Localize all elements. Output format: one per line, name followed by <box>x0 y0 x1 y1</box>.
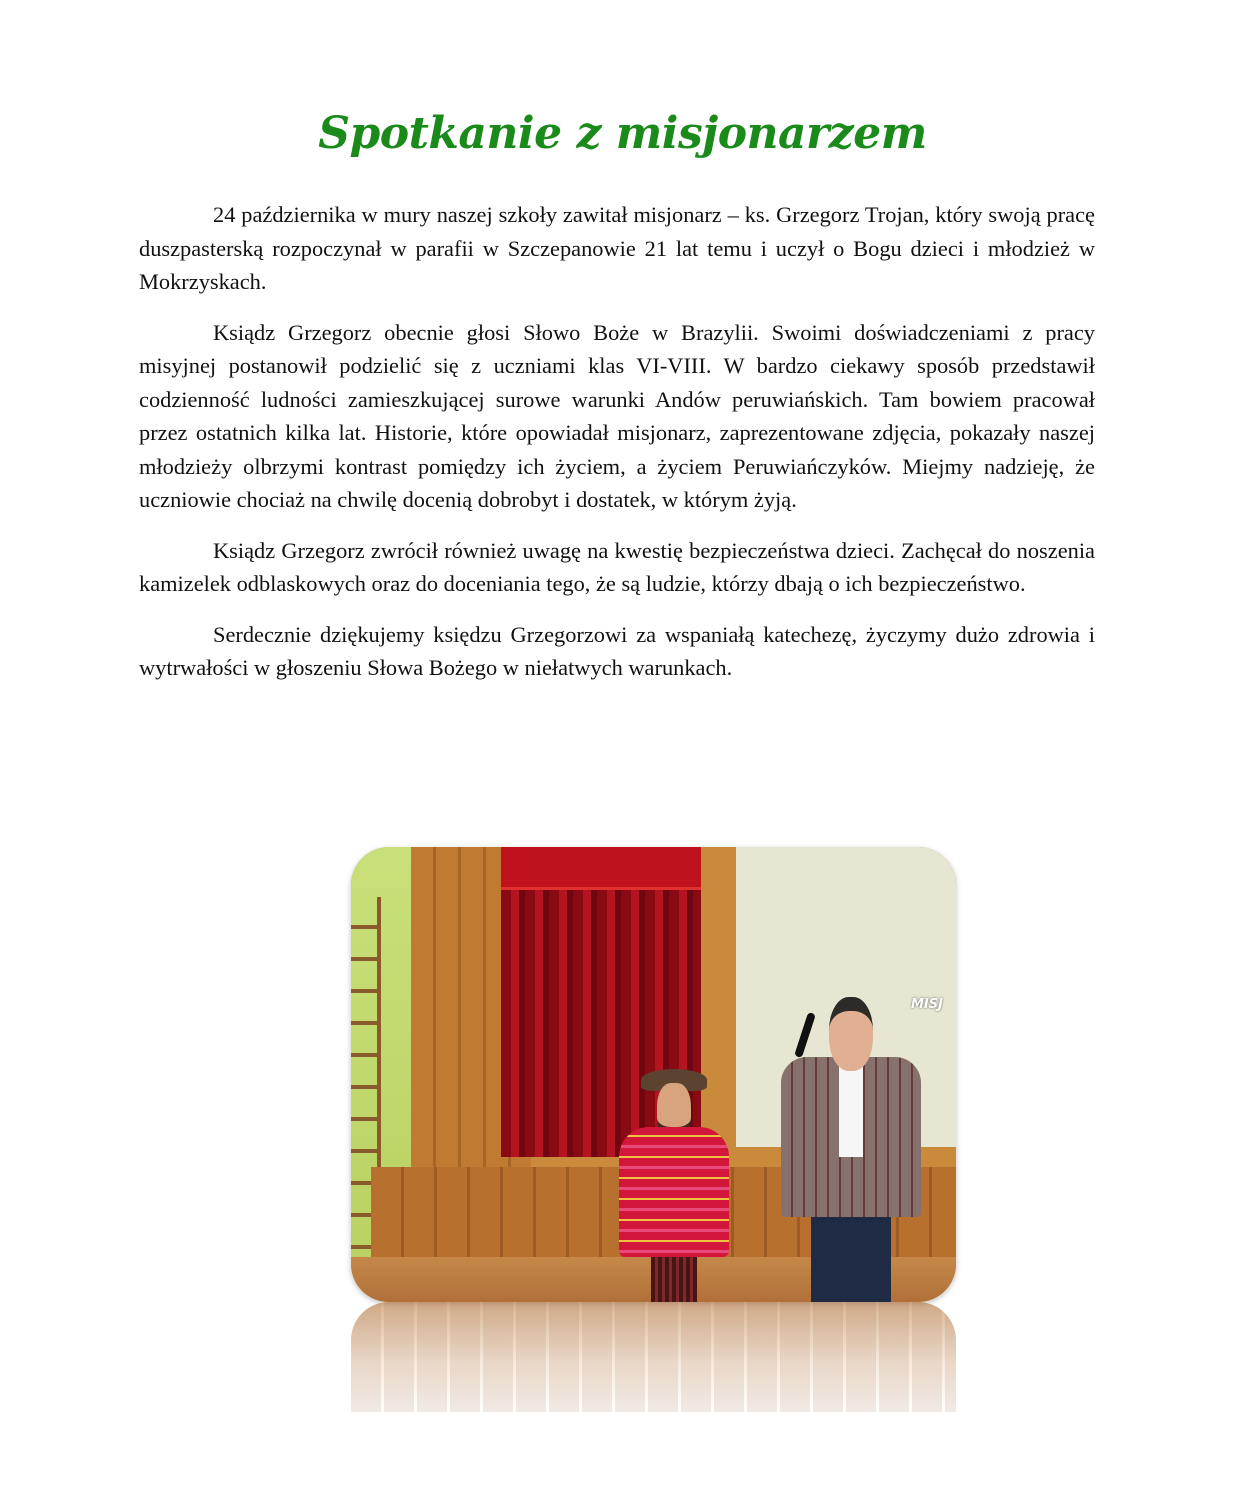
photo-screen-text: MISJ <box>911 997 943 1012</box>
paragraph-intro: 24 października w mury naszej szkoły zawitał misjonarz – ks. Grzegorz Trojan, który swoją pracę duszpasterską rozpoczynał w parafii w Szczepanowie 21 lat temu i uczył o Bogu dzieci i młodzież w Mokrzyskach. <box>139 202 1095 294</box>
poncho <box>619 1127 729 1257</box>
paragraph-mission: Ksiądz Grzegorz obecnie głosi Słowo Boże w Brazylii. Swoimi doświadczeniami z pracy misyjnej postanowił podzielić się z uczniami klas VI-VIII. W bardzo ciekawy sposób przedstawił codzienność ludności zamieszkującej surowe warunki Andów peruwiańskich. Tam bowiem pracował przez ostatnich kilka lat. Historie, które opowiadał misjonarz, zaprezentowane zdjęcia, pokazały naszej młodzieży olbrzymi kontrast pomiędzy ich życiem, a życiem Peruwiańczyków. Miejmy nadzieję, że uczniowie chociaż na chwilę docenią dobrobyt i dostatek, w którym żyją. <box>139 319 1095 512</box>
speaker-trousers <box>811 1217 891 1302</box>
article-body <box>139 198 1095 702</box>
photo-missionary <box>619 1069 729 1302</box>
paragraph-thanks: Serdecznie dziękujemy księdzu Grzegorzowi za wspaniałą katechezę, życzymy dużo zdrowia i wytrwałości w głoszeniu Słowa Bożego w niełatwych warunkach. <box>139 621 1095 680</box>
photo-scene <box>351 847 956 1302</box>
speaker-face <box>829 997 873 1071</box>
photo-curtain-valance <box>501 847 701 890</box>
white-shirt <box>839 1057 863 1157</box>
page-title: Spotkanie z misjonarzem <box>318 108 927 159</box>
missionary-legs <box>651 1257 697 1302</box>
event-photo <box>351 847 956 1302</box>
photo-reflection <box>351 1302 956 1412</box>
paragraph-safety: Ksiądz Grzegorz zwrócił również uwagę na kwestię bezpieczeństwa dzieci. Zachęcał do noszenia kamizelek odblaskowych oraz do doceniania tego, że są ludzie, którzy dbają o ich bezpieczeństwo. <box>139 537 1095 596</box>
